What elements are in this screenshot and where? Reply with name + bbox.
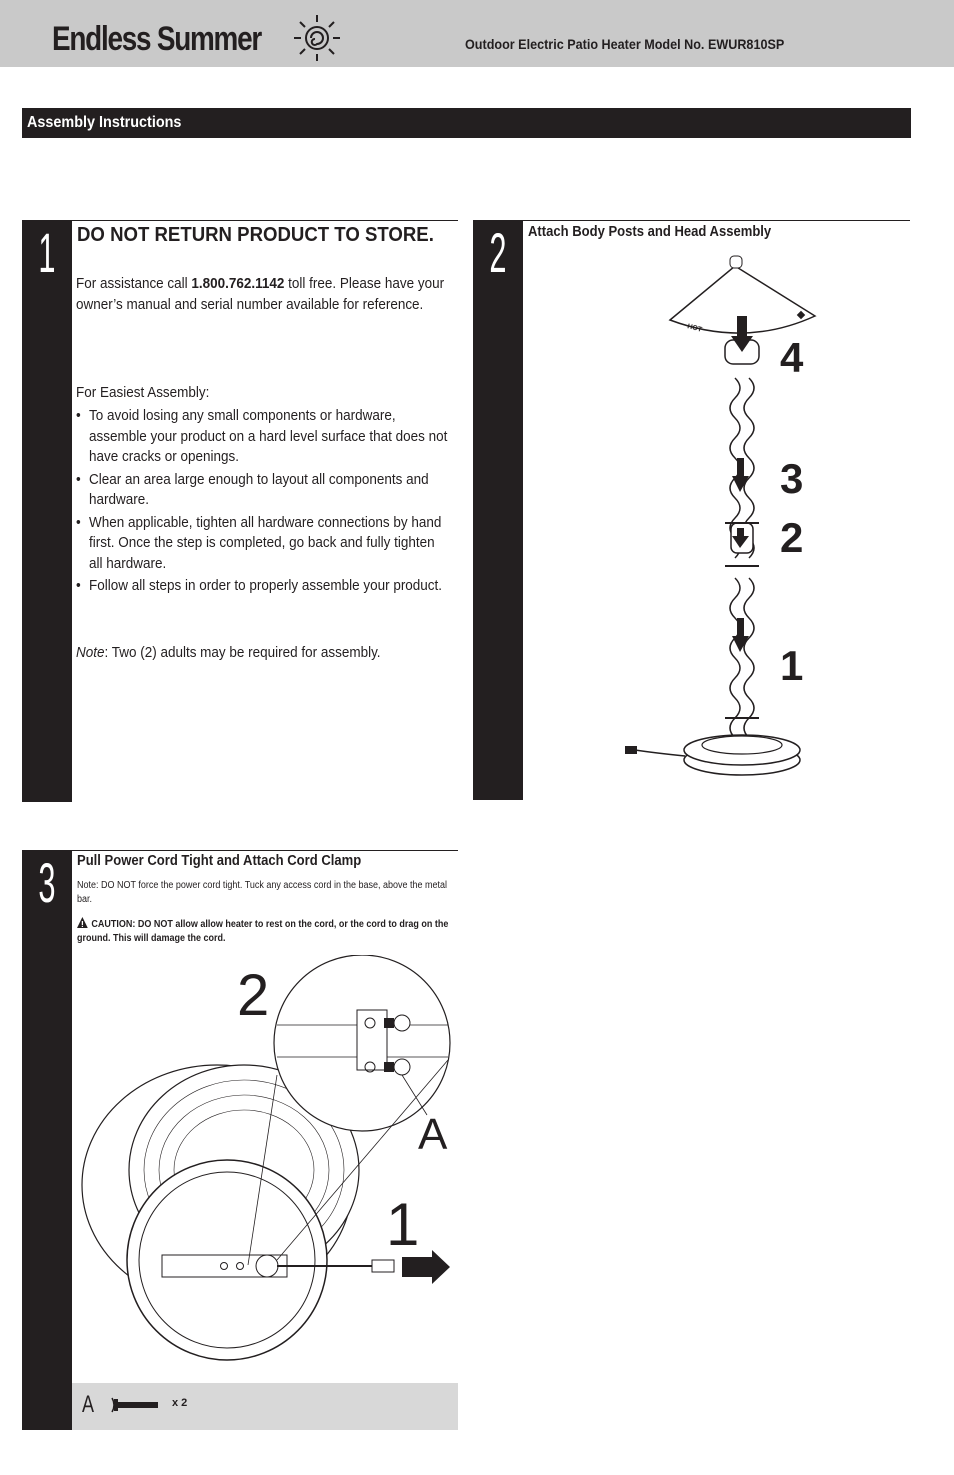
callout-2: 2	[780, 514, 804, 561]
step-1-title: DO NOT RETURN PRODUCT TO STORE.	[77, 224, 434, 246]
callout-1: 1	[780, 642, 804, 689]
list-item: • When applicable, tighten all hardware connections by hand first. Once the step is completed, go back and fully tighten all hardware.	[76, 513, 448, 575]
screw-icon	[110, 1397, 162, 1413]
step-1-number: 1	[38, 221, 56, 284]
warning-icon	[77, 917, 88, 928]
section-title-bar	[22, 108, 911, 138]
hardware-quantity: x 2	[172, 1397, 188, 1409]
hardware-letter: A	[82, 1391, 95, 1418]
assistance-text: For assistance call 1.800.762.1142 toll free. Please have your owner’s manual and serial number available for reference.	[76, 276, 445, 313]
callout-3: 3	[780, 455, 804, 502]
list-item: • To avoid losing any small components or hardware, assemble your product on a hard level surface that does not have cracks or openings.	[76, 406, 448, 468]
step-3-note: Note: DO NOT force the power cord tight. Tuck any access cord in the base, above the metal bar.	[77, 880, 448, 905]
hot-label: HOT	[686, 323, 703, 334]
hardware-legend	[72, 1383, 458, 1430]
list-item: • Clear an area large enough to layout all components and hardware.	[76, 470, 448, 511]
step-3-caution: CAUTION: DO NOT allow allow heater to rest on the cord, or the cord to drag on the ground. This will damage the cord.	[77, 919, 449, 944]
callout-4: 4	[780, 334, 804, 381]
easiest-assembly-heading: For Easiest Assembly:	[76, 385, 210, 401]
step-3-number: 3	[38, 851, 56, 914]
phone-number: 1.800.762.1142	[191, 276, 285, 292]
step-1-number-bar	[22, 220, 72, 802]
model-number: Outdoor Electric Patio Heater Model No. EWUR810SP	[465, 36, 785, 52]
section-title: Assembly Instructions	[27, 114, 182, 131]
step-2-number: 2	[489, 221, 507, 284]
sun-logo-icon	[291, 13, 343, 63]
brand-logo: Endless Summer	[52, 20, 262, 58]
page-header	[0, 0, 954, 67]
step-3-rule	[72, 850, 458, 851]
callout-2: 2	[237, 963, 270, 1028]
step-2-rule	[523, 220, 910, 221]
callout-1: 1	[386, 1191, 420, 1258]
step-3-title: Pull Power Cord Tight and Attach Cord Clamp	[77, 853, 362, 869]
step-1-rule	[72, 220, 458, 221]
step-3-number-bar	[22, 850, 72, 1430]
callout-a: A	[418, 1110, 448, 1159]
step-2-number-bar	[473, 220, 523, 800]
list-item: • Follow all steps in order to properly assemble your product.	[76, 576, 448, 597]
assembly-tips-list	[76, 406, 448, 599]
step-2-title: Attach Body Posts and Head Assembly	[528, 224, 772, 240]
assembly-note: Note: Two (2) adults may be required for assembly.	[76, 645, 381, 661]
